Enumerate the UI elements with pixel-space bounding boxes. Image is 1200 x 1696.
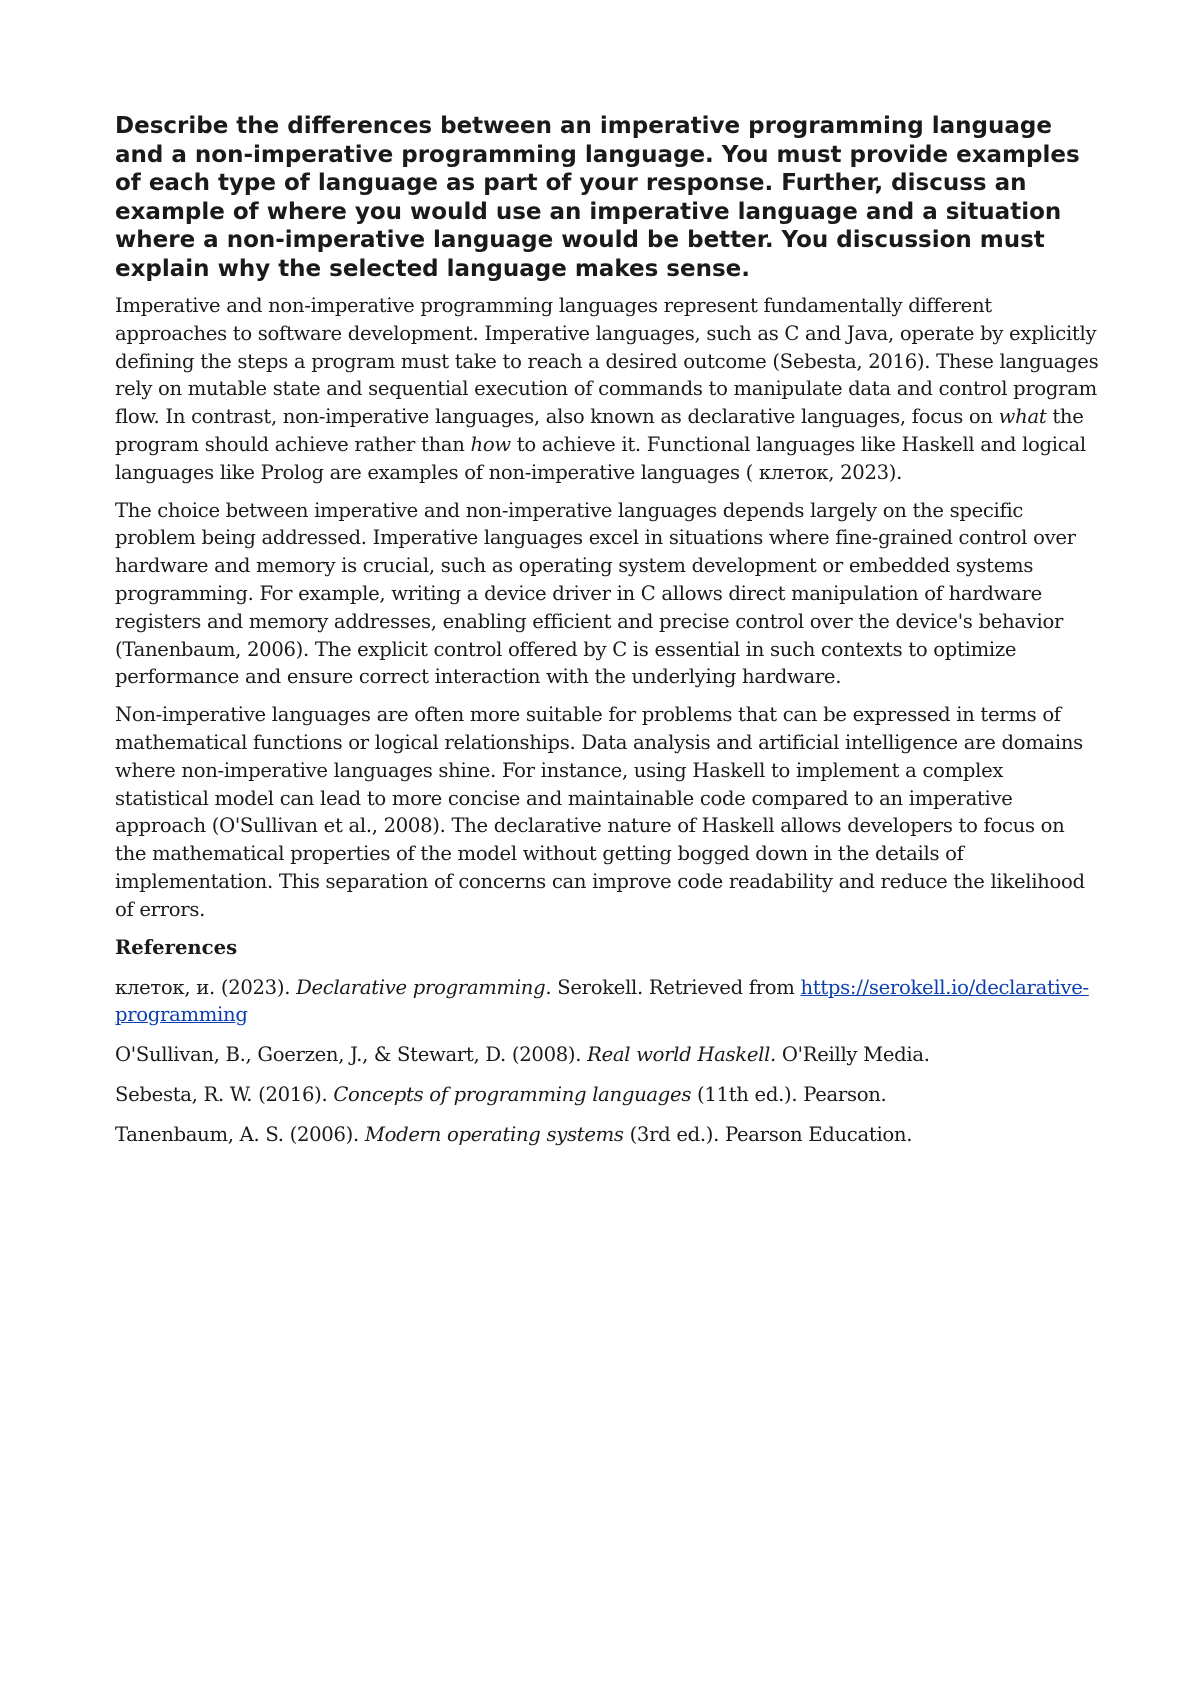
reference-publisher: . Serokell. Retrieved from <box>545 975 801 999</box>
reference-author: Sebesta, R. W. (2016). <box>115 1082 334 1106</box>
paragraph-1-part-b: the program should achieve rather than <box>115 405 1084 456</box>
reference-item <box>115 1081 1100 1109</box>
paragraph-1-part-a: Imperative and non-imperative programming languages represent fundamentally different approaches to software development. Imperative languages, such as C and Java, operate by explicitly defining the steps a program must take to reach a desired outcome (Sebesta, 2016). These languages rely on mutable state and sequential execution of commands to manipulate data and control program flow. In contrast, non-imperative languages, also known as declarative languages, focus on <box>115 294 1099 429</box>
references-heading: References <box>115 935 238 959</box>
reference-item <box>115 974 1100 1030</box>
reference-item <box>115 1041 1100 1069</box>
paragraph-3: Non-imperative languages are often more suitable for problems that can be expressed in terms of mathematical functions or logical relationships. Data analysis and artificial intelligence are domains where non-imperative languages shine. For instance, using Haskell to implement a complex statistical model can lead to more concise and maintainable code compared to an imperative approach (O'Sullivan et al., 2008). The declarative nature of Haskell allows developers to focus on the mathematical properties of the model without getting bogged down in the details of implementation. This separation of concerns can improve code readability and reduce the likelihood of errors. <box>115 703 1085 921</box>
reference-link[interactable]: https://serokell.io/declarative-programming <box>115 975 1089 1027</box>
reference-title: Modern operating systems <box>364 1122 624 1146</box>
reference-author: Tanenbaum, A. S. (2006). <box>115 1122 365 1146</box>
reference-publisher: (11th ed.). Pearson. <box>691 1082 887 1106</box>
emphasis-how: how <box>470 432 511 456</box>
paragraph-2: The choice between imperative and non-imperative languages depends largely on the specific problem being addressed. Imperative languages excel in situations where fine-grained control over hardware and memory is crucial, such as operating system development or embedded systems programming. For example, writing a device driver in C allows direct manipulation of hardware registers and memory addresses, enabling efficient and precise control over the device's behavior (Tanenbaum, 2006). The explicit control offered by C is essential in such contexts to optimize performance and ensure correct interaction with the underlying hardware. <box>115 498 1076 689</box>
paragraph-1-part-c: to achieve it. Functional languages like Haskell and logical languages like Prolog are examples of non-imperative languages ( клеток, 2023). <box>115 432 1086 484</box>
emphasis-what: what <box>998 405 1047 429</box>
paragraph-1 <box>115 292 1100 487</box>
reference-publisher: (3rd ed.). Pearson Education. <box>623 1122 913 1146</box>
reference-title: Real world Haskell. <box>587 1043 776 1067</box>
document-page <box>115 112 1100 1161</box>
reference-author: O'Sullivan, B., Goerzen, J., & Stewart, D. (2008). <box>115 1043 588 1067</box>
reference-title: Declarative programming <box>296 975 546 999</box>
essay-body <box>115 292 1100 924</box>
reference-publisher: O'Reilly Media. <box>775 1043 930 1067</box>
question-heading: Describe the differences between an imperative programming language and a non-imperative programming language. You must provide examples of each type of language as part of your response. Further, discuss an example of where you would use an imperative language and a situation where a non-imperative language would be better. You discussion must explain why the selected language makes sense. <box>115 113 1080 282</box>
reference-title: Concepts of programming languages <box>333 1082 692 1106</box>
reference-author: клеток, и. (2023). <box>115 975 297 999</box>
reference-item <box>115 1121 1100 1149</box>
